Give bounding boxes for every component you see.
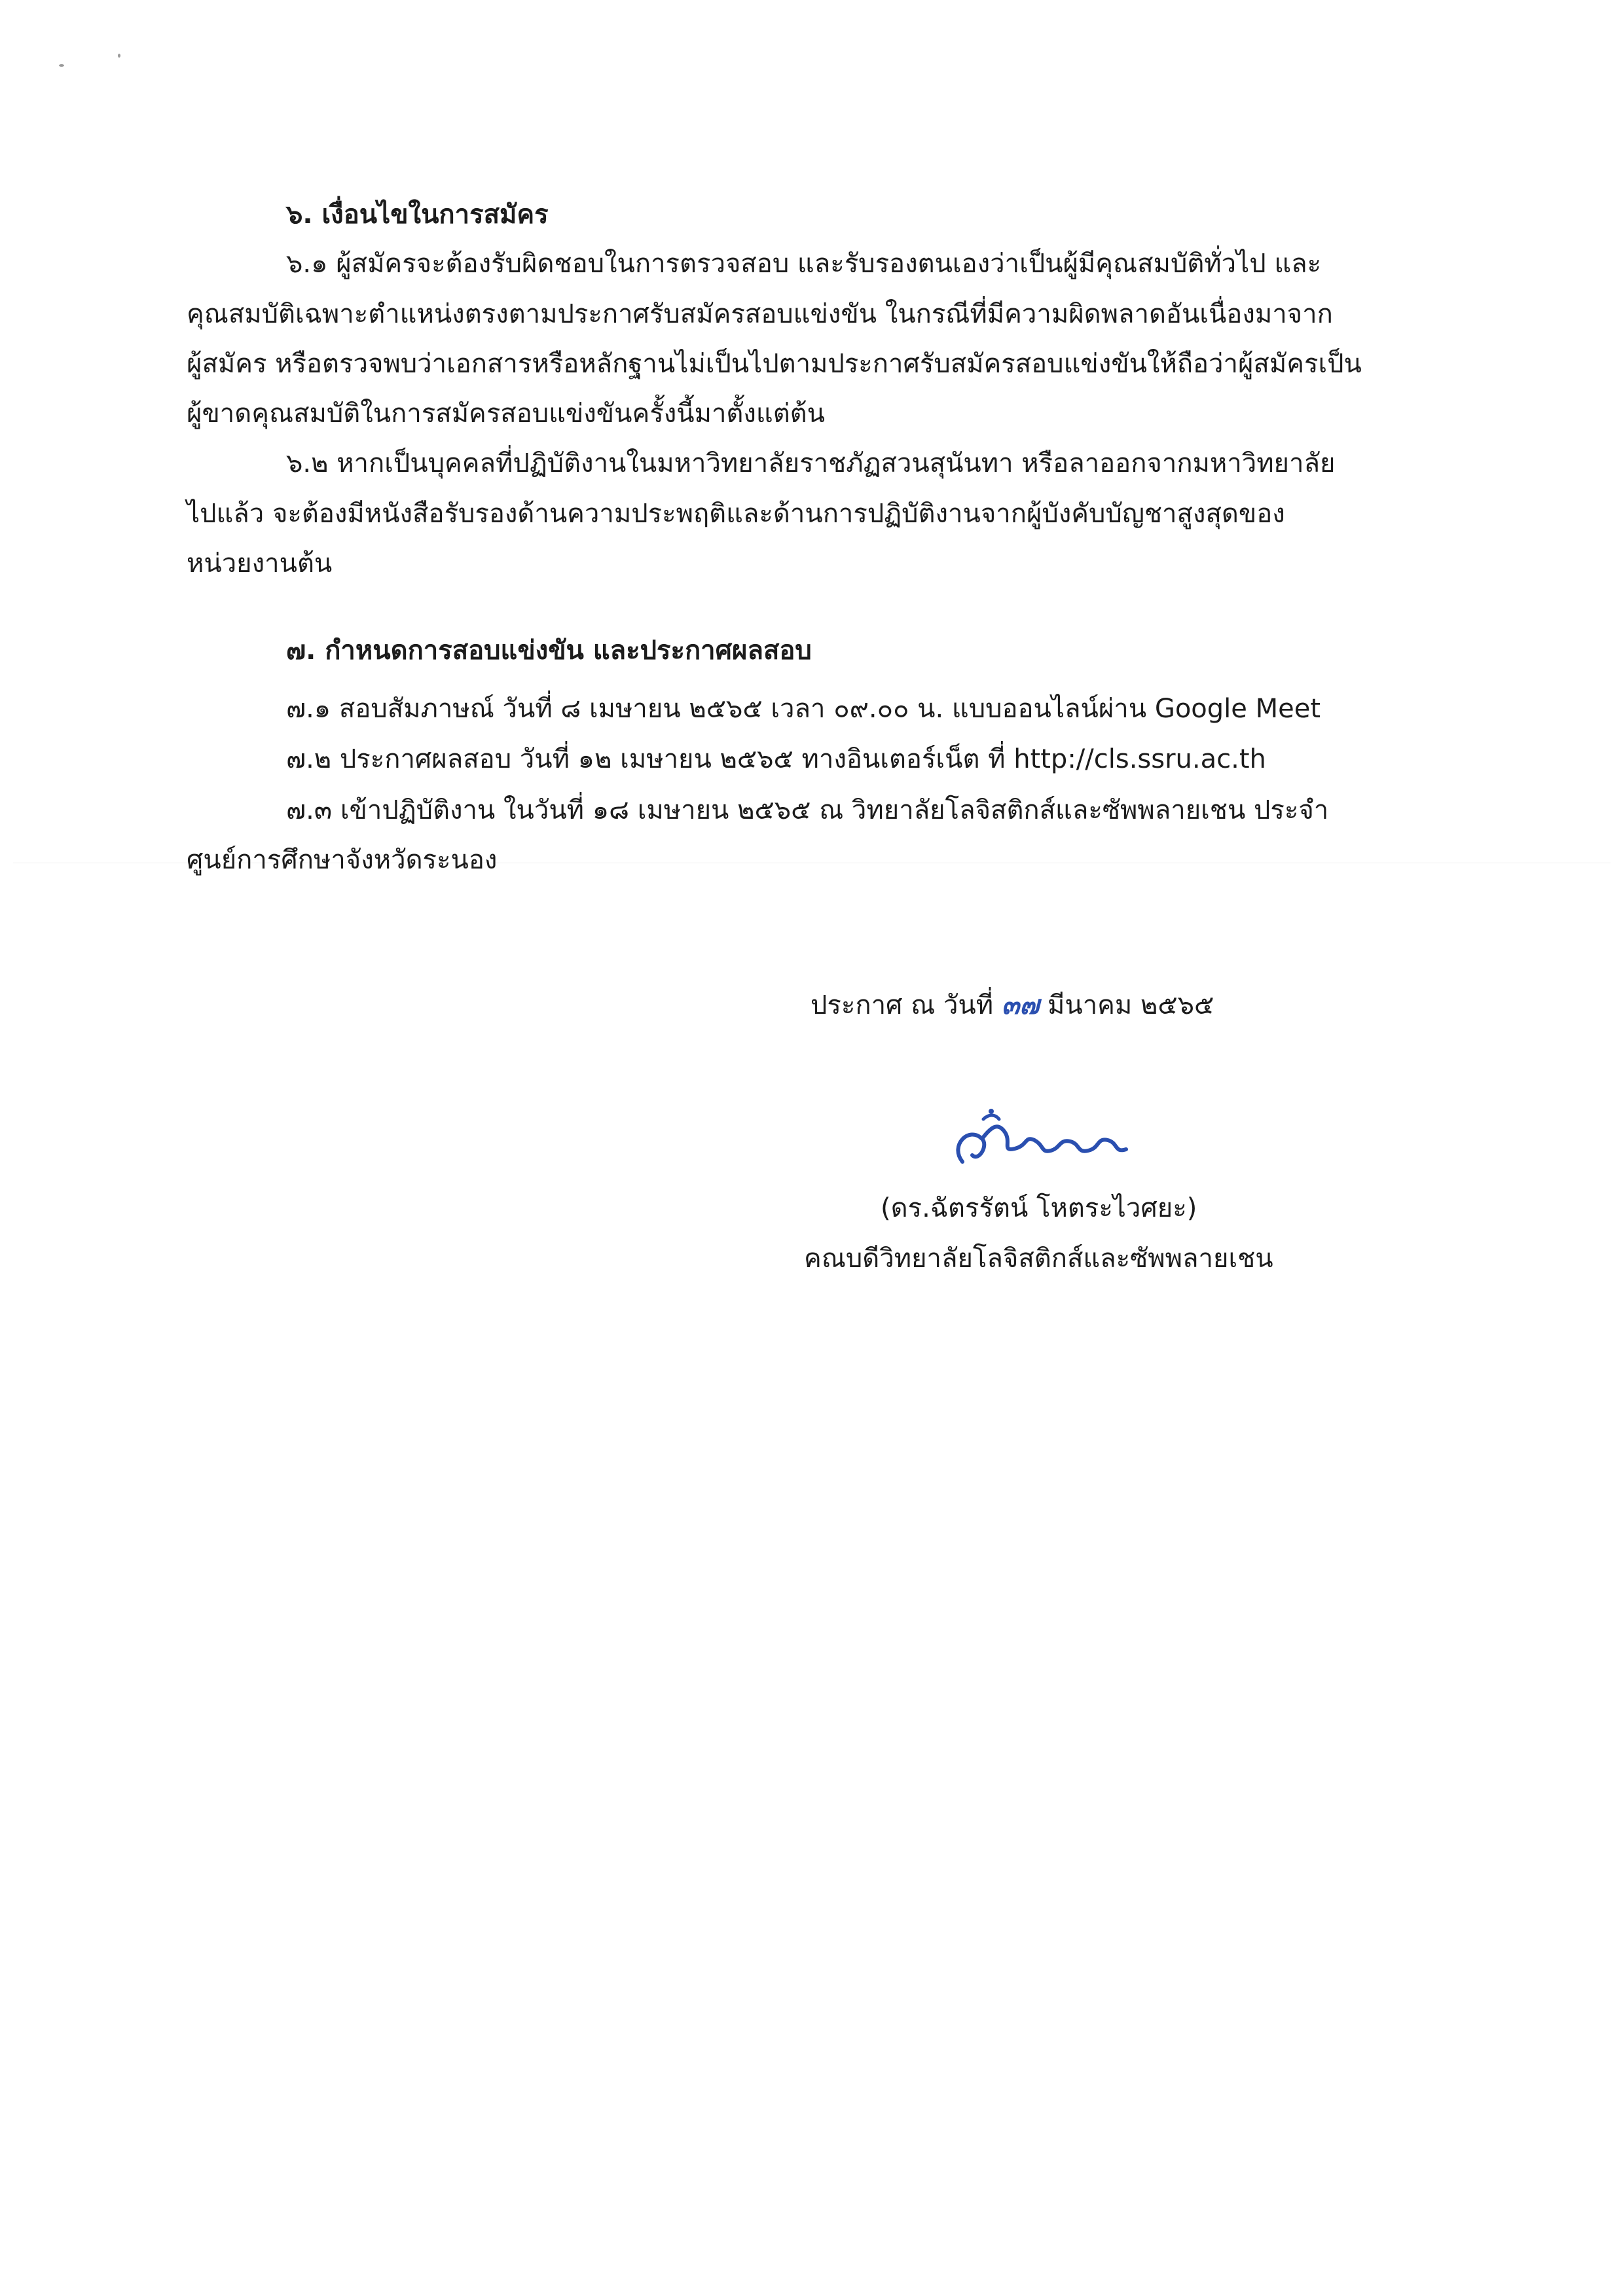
scan-speck xyxy=(59,64,64,67)
paragraph-7-1: ๗.๑ สอบสัมภาษณ์ วันที่ ๘ เมษายน ๒๕๖๕ เวลา ๐๙.๐๐ น. แบบออนไลน์ผ่าน Google Meet xyxy=(286,694,1321,724)
section-6-heading: ๖. เงื่อนไขในการสมัคร xyxy=(286,200,549,230)
paragraph-6-1-line-3: ผู้สมัคร หรือตรวจพบว่าเอกสารหรือหลักฐานไม่เป็นไปตามประกาศรับสมัครสอบแข่งขันให้ถือว่าผู้สมัครเป็น xyxy=(187,349,1362,379)
announcement-day: ๓๗ xyxy=(1001,990,1040,1020)
paragraph-6-2-line-1: ๖.๒ หากเป็นบุคคลที่ปฏิบัติงานในมหาวิทยาลัยราชภัฏสวนสุนันทา หรือลาออกจากมหาวิทยาลัย xyxy=(286,448,1336,478)
paragraph-7-3-line-2: ศูนย์การศึกษาจังหวัดระนอง xyxy=(187,845,498,875)
paragraph-7-2: ๗.๒ ประกาศผลสอบ วันที่ ๑๒ เมษายน ๒๕๖๕ ทางอินเตอร์เน็ต ที่ http://cls.ssru.ac.th xyxy=(286,744,1266,774)
signatory-name: (ดร.ฉัตรรัตน์ โหตระไวศยะ) xyxy=(881,1193,1197,1223)
scan-speck xyxy=(118,54,120,58)
paragraph-6-1-line-4: ผู้ขาดคุณสมบัติในการสมัครสอบแข่งขันครั้งนี้มาตั้งแต่ต้น xyxy=(187,399,825,429)
paragraph-6-2-line-3: หน่วยงานต้น xyxy=(187,548,333,579)
announcement-date xyxy=(811,987,1214,1024)
paragraph-6-2-line-2: ไปแล้ว จะต้องมีหนังสือรับรองด้านความประพฤติและด้านการปฏิบัติงานจากผู้บังคับบัญชาสูงสุดของ xyxy=(187,499,1285,529)
announcement-prefix: ประกาศ ณ วันที่ xyxy=(811,990,994,1020)
paragraph-6-1-line-2: คุณสมบัติเฉพาะตำแหน่งตรงตามประกาศรับสมัครสอบแข่งขัน ในกรณีที่มีความผิดพลาดอันเนื่องมาจาก xyxy=(187,299,1333,329)
section-7-heading: ๗. กำหนดการสอบแข่งขัน และประกาศผลสอบ xyxy=(286,636,812,666)
paragraph-7-3-line-1: ๗.๓ เข้าปฏิบัติงาน ในวันที่ ๑๘ เมษายน ๒๕๖๕ ณ วิทยาลัยโลจิสติกส์และซัพพลายเชน ประจำ xyxy=(286,795,1329,825)
announcement-suffix: มีนาคม ๒๕๖๕ xyxy=(1048,990,1214,1020)
signatory-title: คณบดีวิทยาลัยโลจิสติกส์และซัพพลายเชน xyxy=(804,1244,1273,1274)
paragraph-6-1-line-1: ๖.๑ ผู้สมัครจะต้องรับผิดชอบในการตรวจสอบ และรับรองตนเองว่าเป็นผู้มีคุณสมบัติทั่วไป และ xyxy=(286,249,1322,279)
handwritten-signature xyxy=(943,1100,1152,1178)
